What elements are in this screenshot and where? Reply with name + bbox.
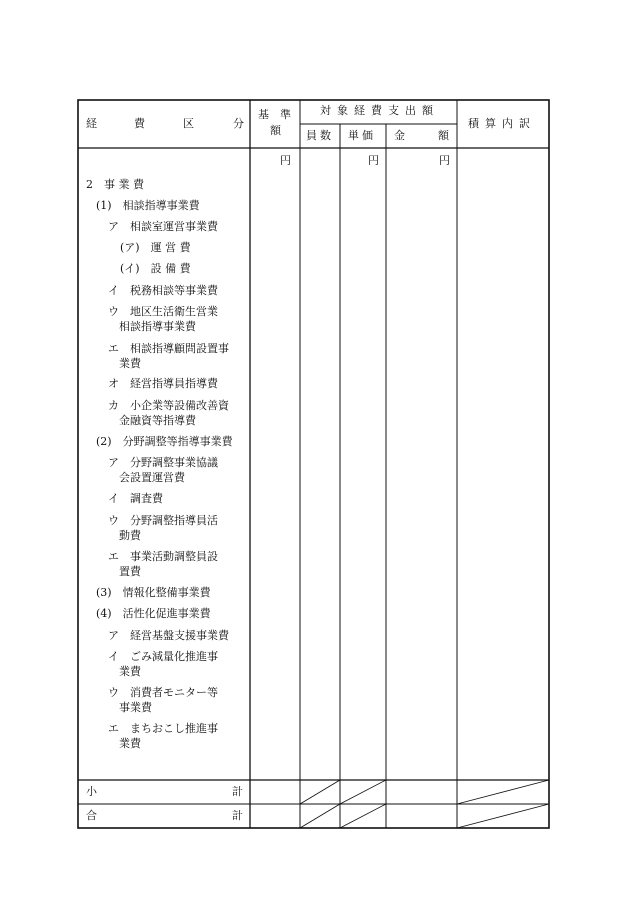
list-item: 置費 (119, 565, 141, 578)
list-item: 業費 (119, 737, 141, 750)
unit-yen-amount: 円 (439, 154, 450, 167)
unit-yen-unit-price: 円 (368, 154, 379, 167)
header-category-mid1: 費 (134, 117, 145, 130)
list-item: 動費 (119, 529, 141, 542)
list-item: 相談指導事業費 (119, 320, 196, 333)
list-item: ウ 分野調整指導員活 (108, 514, 218, 527)
header-amount-right: 額 (438, 129, 449, 142)
list-item: 業費 (119, 665, 141, 678)
list-item: (イ) 設 備 費 (120, 262, 191, 275)
total-label-right: 計 (232, 809, 243, 822)
list-item: エ 相談指導顧問設置事 (108, 342, 229, 355)
list-item: ウ 地区生活衛生営業 (108, 305, 218, 318)
list-item: カ 小企業等設備改善資 (108, 399, 229, 412)
header-category-mid2: 区 (183, 117, 194, 130)
list-item: 事業費 (119, 701, 152, 714)
header-category-left: 経 (86, 117, 97, 130)
header-amount-left: 金 (394, 129, 405, 142)
list-item: (ア) 運 営 費 (120, 241, 191, 254)
list-item: 2 事 業 費 (86, 178, 144, 191)
list-item: エ 事業活動調整員設 (108, 550, 218, 563)
subtotal-label-right: 計 (232, 785, 243, 798)
header-breakdown: 積算内訳 (468, 117, 536, 130)
list-item: ウ 消費者モニター等 (108, 686, 218, 699)
list-item: オ 経営指導員指導費 (108, 377, 218, 390)
list-item: ア 経営基盤支援事業費 (108, 629, 229, 642)
subtotal-label-left: 小 (86, 785, 97, 798)
unit-yen-base: 円 (280, 154, 291, 167)
list-item: ア 分野調整事業協議 (108, 456, 218, 469)
list-item: (2) 分野調整等指導事業費 (96, 435, 233, 448)
list-item: イ 調査費 (108, 492, 163, 505)
header-headcount: 員数 (306, 129, 334, 142)
list-item: (3) 情報化整備事業費 (96, 586, 211, 599)
list-item: ア 相談室運営事業費 (108, 220, 218, 233)
list-item: (1) 相談指導事業費 (96, 199, 200, 212)
list-item: 業費 (119, 357, 141, 370)
header-target-expenditure: 対象経費支出額 (320, 104, 439, 117)
header-base-amount-line2: 額 (270, 124, 281, 137)
header-unit-price: 単価 (348, 129, 376, 142)
header-base-amount-line1: 基 準 (258, 108, 291, 121)
list-item: 会設置運営費 (119, 471, 185, 484)
list-item: イ ごみ減量化推進事 (108, 650, 218, 663)
header-category-right: 分 (233, 117, 244, 130)
list-item: 金融資等指導費 (119, 414, 196, 427)
list-item: (4) 活性化促進事業費 (96, 607, 211, 620)
list-item: エ まちおこし推進事 (108, 722, 218, 735)
total-label-left: 合 (86, 809, 97, 822)
list-item: イ 税務相談等事業費 (108, 284, 218, 297)
